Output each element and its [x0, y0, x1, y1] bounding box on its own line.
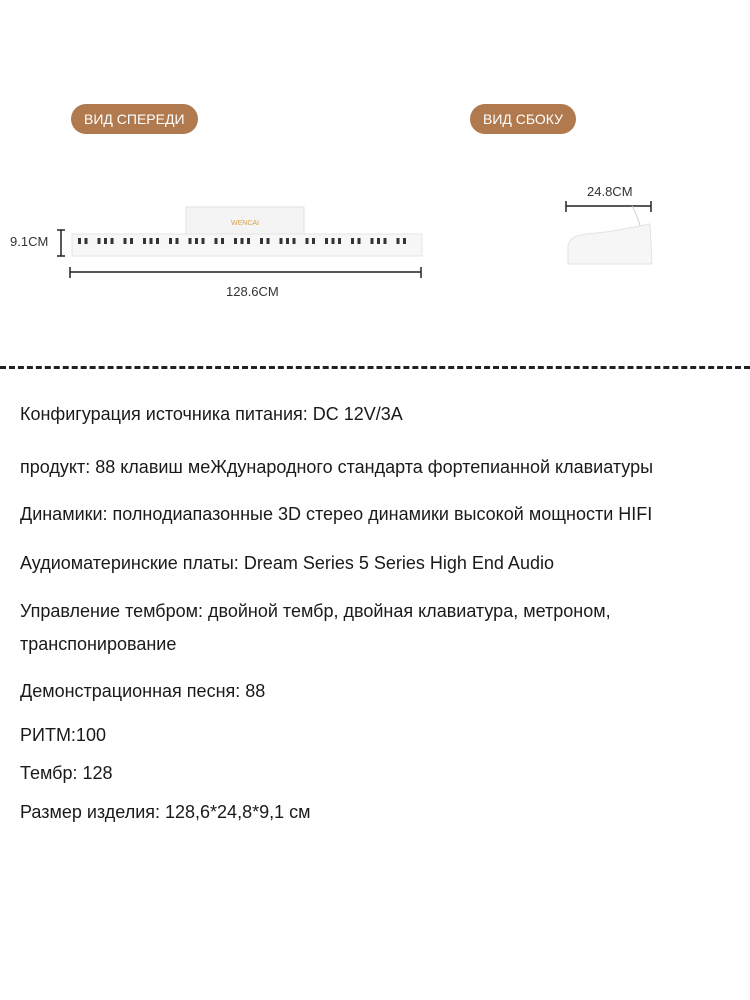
piano-dimension-drawings: [0, 190, 750, 290]
black-key: [176, 238, 179, 244]
piano-side-view: [568, 224, 652, 264]
spec-rhythm: РИТМ:100: [20, 725, 106, 745]
spec-power-supply: Конфигурация источника питания: DC 12V/3A: [20, 404, 403, 424]
black-key: [195, 238, 198, 244]
black-key: [202, 238, 205, 244]
front-view-label: ВИД СПЕРЕДИ: [71, 104, 198, 134]
brand-logo: WENCAI: [231, 220, 259, 227]
black-key: [403, 238, 406, 244]
black-key: [143, 238, 146, 244]
side-view-label: ВИД СБОКУ: [470, 104, 576, 134]
black-key: [130, 238, 133, 244]
black-key: [215, 238, 218, 244]
piano-front-view: [72, 207, 422, 256]
black-key: [169, 238, 172, 244]
width-dimension-marker: [70, 267, 421, 278]
depth-dimension-label: 24.8CM: [587, 184, 633, 199]
black-key: [260, 238, 263, 244]
black-key: [286, 238, 289, 244]
black-key: [111, 238, 114, 244]
black-key: [312, 238, 315, 244]
width-dimension-label: 128.6CM: [226, 284, 279, 299]
spec-audio-boards: Аудиоматеринские платы: Dream Series 5 Series High End Audio: [20, 553, 554, 573]
black-key: [78, 238, 81, 244]
black-key: [397, 238, 400, 244]
piano-body: [72, 234, 422, 256]
black-key: [306, 238, 309, 244]
height-dimension-marker: [57, 230, 65, 256]
black-key: [150, 238, 153, 244]
black-key: [156, 238, 159, 244]
black-key: [358, 238, 361, 244]
black-key: [384, 238, 387, 244]
black-key: [332, 238, 335, 244]
height-dimension-label: 9.1CM: [10, 234, 49, 249]
black-key: [234, 238, 237, 244]
spec-demo-songs: Демонстрационная песня: 88: [20, 681, 266, 701]
black-key: [371, 238, 374, 244]
black-key: [241, 238, 244, 244]
black-key: [377, 238, 380, 244]
black-key: [280, 238, 283, 244]
black-key: [85, 238, 88, 244]
spec-tone-control: Управление тембром: двойной тембр, двойная клавиатура, метроном, транспонирование: [20, 601, 611, 654]
black-key: [221, 238, 224, 244]
black-key: [104, 238, 107, 244]
black-key: [98, 238, 101, 244]
black-key: [189, 238, 192, 244]
black-key: [338, 238, 341, 244]
spec-product-size: Размер изделия: 128,6*24,8*9,1 см: [20, 802, 311, 822]
black-key: [267, 238, 270, 244]
dashed-divider: [0, 366, 750, 369]
spec-speakers: Динамики: полнодиапазонные 3D стерео динамики высокой мощности HIFI: [20, 504, 653, 524]
spec-timbre: Тембр: 128: [20, 763, 113, 783]
black-key: [124, 238, 127, 244]
black-key: [351, 238, 354, 244]
black-key: [247, 238, 250, 244]
black-key: [325, 238, 328, 244]
spec-product-keys: продукт: 88 клавиш меЖдународного стандарта фортепианной клавиатуры: [20, 457, 654, 477]
black-key: [293, 238, 296, 244]
